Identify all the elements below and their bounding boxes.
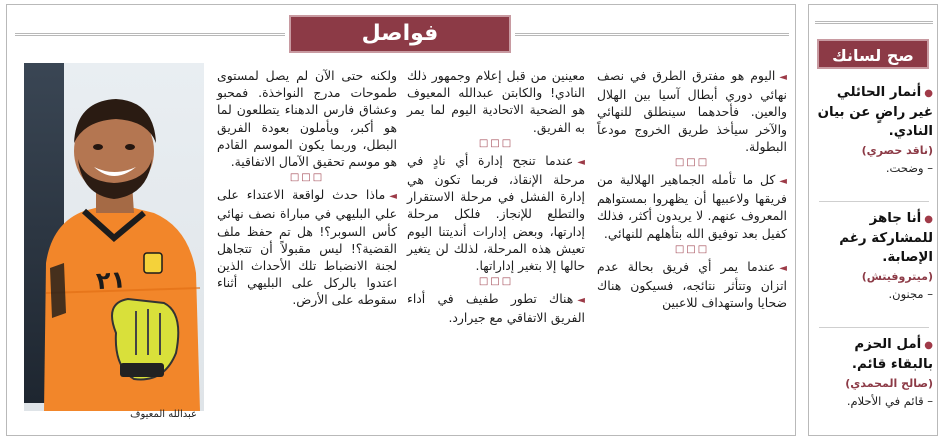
sidebar-item [815, 335, 933, 409]
paragraph: ◄اليوم هو مفترق الطرق في نصف نهائي دوري أبطال آسيا بين الهلال والعين. فأحدهما سينطلق للنهائي والآخر سيأخذ طريق الخروج مودعاً البطولة. [597, 68, 787, 154]
article-column-2 [407, 67, 585, 327]
separator: □□□ [478, 276, 514, 288]
paragraph: ◄كل ما تأمله الجماهير الهلالية من فريقها ولاعبيها أن يظهروا بمستواهم المعروف عنهم. لا يريدون أكثر، فذلك كفيل بعد توفيق الله بتأهلهم للنهائي. [597, 172, 787, 241]
divider [819, 201, 929, 202]
separator: □□□ [674, 157, 710, 169]
paragraph: ◄ماذا حدث لواقعة الاعتداء على علي البليهي في مباراة نصف نهائي كأس السوبر؟! هل تم حفظ ملف القضية؟! ليس مقبولاً أن تتجاهل لجنة الانضباط تلك الأحداث الذين اعتدوا بالركل على البليهي أثناء سقوطه على الأرض. [217, 187, 397, 308]
photo-caption: عبدالله المعيوف [130, 409, 197, 420]
article-column-3 [217, 67, 397, 309]
sidebar-quote: ●أنمار الحائلي غير راضٍ عن بيان النادي. [817, 85, 933, 139]
bullet-icon: ◄ [779, 262, 787, 274]
sidebar-title: صح لسانك [817, 39, 929, 69]
bullet-icon: ◄ [577, 156, 585, 168]
svg-text:٢١: ٢١ [95, 265, 127, 296]
sidebar-quote: ●أمل الحزم بالبقاء قائم. [851, 337, 933, 372]
sidebar-reply: – قائم في الأحلام. [846, 394, 933, 408]
sidebar-item [815, 209, 933, 302]
paragraph: ولكنه حتى الآن لم يصل لمستوى طموحات مدرج النواخذة. فمحبو وعشاق فارس الدهناء يتطلعون لما هو أكبر، ويأملون بعودة الفريق البطل، وربما يكون الموسم القادم هو موسم تحقيق الآمال الاتفاقية. [217, 68, 397, 170]
paragraph: ◄هناك تطور طفيف في أداء الفريق الاتفاقي مع جيرارد. [407, 291, 585, 326]
sidebar-author: (صالح المحمدي) [845, 377, 933, 390]
paragraph: ◄عندما يمر أي فريق بحالة عدم اتزان وتتأثر نتائجه، فسيكون هناك ضحايا واستهداف للاعبين [597, 258, 787, 311]
bullet-icon: ◄ [779, 72, 787, 83]
bullet-icon: ◄ [577, 295, 585, 307]
bullet-icon: ● [924, 88, 933, 99]
section-title: فواصل [289, 15, 511, 53]
separator: □□□ [478, 137, 514, 149]
bullet-icon: ◄ [389, 191, 397, 203]
sidebar-panel [808, 4, 938, 436]
sidebar-author: (ناقد حصري) [861, 144, 933, 157]
goalkeeper-illustration [24, 63, 204, 411]
separator: □□□ [674, 243, 710, 255]
sidebar-quote: ●أنا جاهز للمشاركة رغم الإصابة. [839, 211, 933, 265]
divider [819, 327, 929, 328]
separator: □□□ [289, 172, 325, 184]
sidebar-rule [815, 21, 933, 24]
sidebar-reply: – مجنون. [888, 287, 933, 301]
article-column-1 [597, 67, 787, 311]
paragraph: ◄عندما تنجح إدارة أي نادٍ في مرحلة الإنقاذ، فربما تكون هي إدارة الفشل في مرحلة الاستقرار والتطلع للإنجاز. فلكل مرحلة إدارتها، وبعض إدارات أنديتنا اليوم تعيش هذه المرحلة، لذلك لن يتغير حالها إلا بتغير إداراتها. [407, 152, 585, 274]
sidebar-reply: – وضحت. [885, 161, 933, 175]
article-panel [6, 4, 796, 436]
bullet-icon: ◄ [779, 176, 787, 188]
bullet-icon: ● [924, 340, 933, 351]
banner-rule-right [515, 33, 789, 36]
sidebar-item [815, 83, 933, 176]
banner-rule-left [15, 33, 285, 36]
player-photo [24, 63, 204, 411]
bullet-icon: ● [924, 214, 933, 225]
sidebar-author: (ميتروفيتش) [861, 270, 933, 283]
paragraph: معينين من قبل إعلام وجمهور ذلك النادي! والكابتن عبدالله المعيوف هو الضحية الاتحادية اليوم لما يمر به الفريق. [407, 68, 585, 135]
